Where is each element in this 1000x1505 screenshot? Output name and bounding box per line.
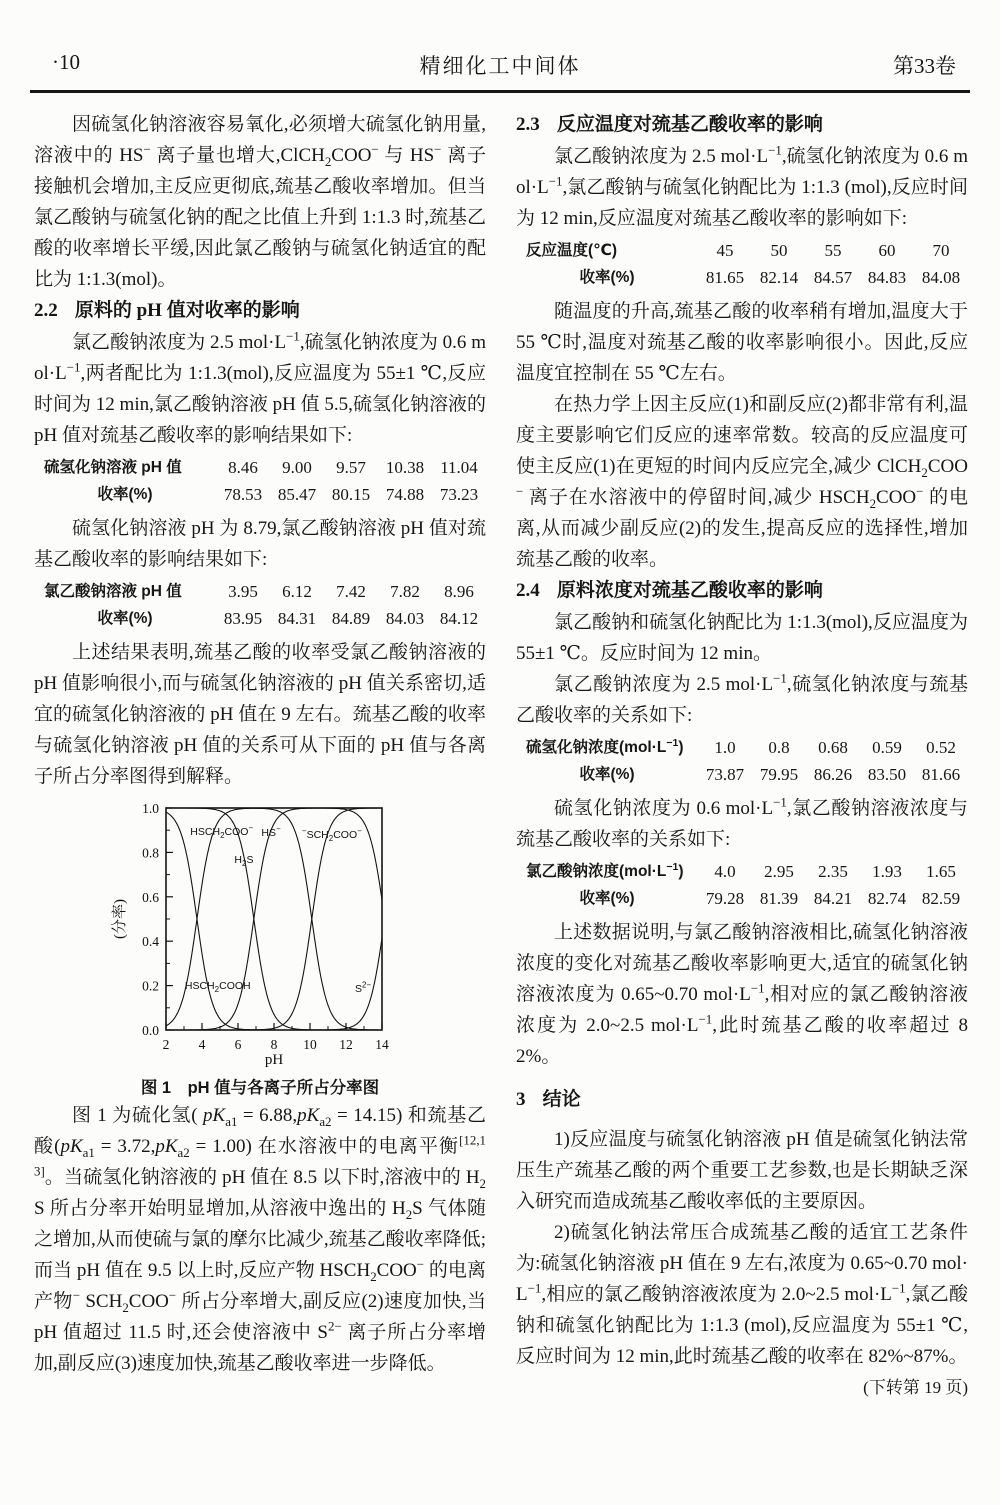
cell-value: 0.52 xyxy=(926,738,956,757)
y-axis-label: (分率) xyxy=(112,899,128,939)
cell-value: 83.95 xyxy=(223,609,263,628)
cell-value: 81.66 xyxy=(921,765,961,784)
curve-hsch2cooh xyxy=(166,812,382,1030)
cell-value: 7.82 xyxy=(390,582,420,601)
cell-value: 84.21 xyxy=(813,889,853,908)
cell-value: 9.00 xyxy=(282,458,312,477)
cell-value: 84.57 xyxy=(813,268,853,287)
table-row xyxy=(516,264,968,291)
data-table xyxy=(516,237,968,291)
cell-value: 8.96 xyxy=(444,582,474,601)
section-heading xyxy=(516,1084,968,1116)
cell-value: 8.46 xyxy=(228,458,258,477)
row-label: 收率(%) xyxy=(579,890,635,907)
curve-hsch2coo-anion xyxy=(166,808,382,1030)
row-label: 收率(%) xyxy=(97,610,153,627)
page-header xyxy=(0,0,1000,78)
paragraph: 在热力学上因主反应(1)和副反应(2)都非常有利,温度主要影响它们反应的速率常数。较高的反应温度可使主反应(1)在更短的时间内反应完全,减少 ClCH$_2$COO− 离子在水溶液中的停留时间,减少 $HSCH_2COO^-$ 的电离,从而减少副反应(2)的发生,提高反应的选择性,增加巯基乙酸的收率。 xyxy=(516,394,968,570)
cell-value: 55 xyxy=(824,241,842,260)
section-number: 2.3 xyxy=(516,114,540,135)
row-label: 硫氢化钠溶液 pH 值 xyxy=(44,459,182,476)
section-heading xyxy=(34,295,486,327)
figure1-chart xyxy=(110,798,410,1068)
cell-value: 2.35 xyxy=(818,862,848,881)
paragraph: 氯乙酸钠浓度为 2.5 $mol\cdot L^{-1}$,硫氢化钠浓度与巯基乙酸收率的关系如下: xyxy=(516,670,968,726)
data-table xyxy=(34,454,486,508)
curve-label-sch2coo-dianion: $^-SCH_2COO^-$ xyxy=(301,826,362,843)
left-column xyxy=(34,109,486,1403)
cell-value: 84.89 xyxy=(331,609,371,628)
cell-value: 84.12 xyxy=(439,609,479,628)
cell-value: 70 xyxy=(932,241,950,260)
cell-value: 74.88 xyxy=(385,485,425,504)
y-tick-label: 0.2 xyxy=(142,978,159,994)
cell-value: 79.28 xyxy=(705,889,745,908)
table-row xyxy=(516,734,968,761)
cell-value: 10.38 xyxy=(385,458,425,477)
section-heading xyxy=(516,575,968,607)
cell-value: 11.04 xyxy=(440,458,478,477)
cell-value: 82.59 xyxy=(921,889,961,908)
paragraph: 硫氢化钠溶液 pH 为 8.79,氯乙酸钠溶液 pH 值对巯基乙酸收率的影响结果如下: xyxy=(34,518,486,570)
section-title: 结论 xyxy=(542,1089,581,1110)
curve-label-hsch2coo-anion: $HSCH_2COO^-$ xyxy=(190,823,254,840)
cell-value: 84.31 xyxy=(277,609,317,628)
row-label: 反应温度(℃) xyxy=(526,242,618,259)
cell-value: 7.42 xyxy=(336,582,366,601)
x-tick-label: 2 xyxy=(162,1037,170,1052)
table-row xyxy=(516,761,968,788)
cell-value: 1.93 xyxy=(872,862,902,881)
data-table xyxy=(34,578,486,632)
cell-value: 86.26 xyxy=(813,765,853,784)
curve-hs-anion xyxy=(166,808,382,1030)
section-number: 3 xyxy=(516,1089,526,1110)
table-row xyxy=(34,481,486,508)
paragraph: 2)硫氢化钠法常压合成巯基乙酸的适宜工艺条件为:硫氢化钠溶液 pH 值在 9 左右,浓度为 0.65~0.70 $mol\cdot L^{-1}$,相应的氯乙酸钠溶液浓度为 2.0~2.5 $mol\cdot L^{-1}$,氯乙酸钠和硫氢化钠配比为 1:1.3 (mol),反应温度为 55±1 ℃,反应时间为 12 min,此时巯基乙酸的收率在 82%~87%。 (下转第 19 页) xyxy=(516,1217,968,1372)
y-tick-label: 0.0 xyxy=(142,1023,159,1038)
figure1 xyxy=(110,798,410,1098)
journal-title: 精细化工中间体 xyxy=(419,54,581,78)
x-axis-label: pH xyxy=(264,1052,284,1068)
row-label: 氯乙酸钠浓度$(mol\cdot L^{-1})$ xyxy=(526,860,684,880)
ph-fraction-plot xyxy=(110,798,410,1068)
y-tick-label: 0.4 xyxy=(142,934,159,950)
cell-value: 84.08 xyxy=(921,268,961,287)
x-tick-label: 6 xyxy=(234,1037,242,1052)
cell-value: 9.57 xyxy=(336,458,366,477)
cell-value: 0.59 xyxy=(872,738,902,757)
row-label: 收率(%) xyxy=(97,486,153,503)
section-number: 2.2 xyxy=(34,300,58,321)
curve-label-s-dianion: $S^{2-}$ xyxy=(355,980,372,996)
cell-value: 2.95 xyxy=(764,862,794,881)
table-row xyxy=(516,237,968,264)
paragraph: 氯乙酸钠和硫氢化钠配比为 1:1.3(mol),反应温度为 55±1 ℃。反应时间为 12 min。 xyxy=(516,612,968,664)
x-tick-label: 8 xyxy=(270,1037,278,1052)
figure-caption: 图 1 pH 值与各离子所占分率图 xyxy=(140,1079,380,1097)
section-heading xyxy=(516,109,968,141)
cell-value: 4.0 xyxy=(714,862,736,881)
table-row xyxy=(34,578,486,605)
cell-value: 3.95 xyxy=(228,582,258,601)
cell-value: 6.12 xyxy=(282,582,312,601)
cell-value: 50 xyxy=(770,241,788,260)
y-tick-label: 1.0 xyxy=(142,801,159,816)
cell-value: 0.68 xyxy=(818,738,848,757)
right-column xyxy=(516,109,968,1403)
curve-label-hs-anion: HS− xyxy=(261,824,281,839)
row-label: 收率(%) xyxy=(579,766,635,783)
data-table xyxy=(516,734,968,788)
cell-value: 73.23 xyxy=(439,485,479,504)
cell-value: 81.39 xyxy=(759,889,799,908)
paragraph: 上述结果表明,巯基乙酸的收率受氯乙酸钠溶液的 pH 值影响很小,而与硫氢化钠溶液的 pH 值关系密切,适宜的硫氢化钠溶液的 pH 值在 9 左右。巯基乙酸的收率与硫氢化钠溶液 pH 值的关系可从下面的 pH 值与各离子所占分率图得到解释。 xyxy=(34,642,486,787)
continuation-note: (下转第 19 页) xyxy=(863,1378,968,1397)
cell-value: 81.65 xyxy=(705,268,745,287)
cell-value: 80.15 xyxy=(331,485,371,504)
table-row xyxy=(34,454,486,481)
cell-value: 78.53 xyxy=(223,485,263,504)
curve-h2s xyxy=(166,808,382,1030)
paragraph: 氯乙酸钠浓度为 2.5 $mol\cdot L^{-1}$,硫氢化钠浓度为 0.6 $mol\cdot L^{-1}$,氯乙酸钠与硫氢化钠配比为 1:1.3 (mol),反应时间为 12 min,反应温度对巯基乙酸收率的影响如下: xyxy=(516,142,968,229)
table-row xyxy=(34,605,486,632)
paragraph: 硫氢化钠浓度为 0.6 $mol\cdot L^{-1}$,氯乙酸钠溶液浓度与巯基乙酸收率的关系如下: xyxy=(516,794,968,850)
section-title: 反应温度对巯基乙酸收率的影响 xyxy=(556,114,823,135)
cell-value: 84.03 xyxy=(385,609,425,628)
section-title: 原料浓度对巯基乙酸收率的影响 xyxy=(556,580,823,601)
paragraph: 氯乙酸钠浓度为 2.5 $mol\cdot L^{-1}$,硫氢化钠浓度为 0.6 $mol\cdot L^{-1}$,两者配比为 1:1.3(mol),反应温度为 55±1 ℃,反应时间为 12 min,氯乙酸钠溶液 pH 值 5.5,硫氢化钠溶液的 pH 值对巯基乙酸收率的影响结果如下: xyxy=(34,328,486,446)
row-label: 收率(%) xyxy=(579,269,635,286)
x-tick-label: 14 xyxy=(375,1037,389,1052)
paragraph: 图 1 为硫化氢( $pK_{a1} = 6.88,pK_{a2} = 14.15$) 和巯基乙酸$(pK_{a1} = 3.72,pK_{a2} = 1.00)$ 在水溶液中的电离平衡[12,13]。当硫氢化钠溶液的 pH 值在 8.5 以下时,溶液中的 $H_2S$ 所占分率开始明显增加,从溶液中逸出的 $H_2S$ 气体随之增加,从而使硫与氯的摩尔比减少,巯基乙酸收率降低;而当 pH 值在 9.5 以上时,反应产物 $HSCH_2COO^-$ 的电离产物− $SCH_2COO^-$ 所占分率增大,副反应(2)速度加快,当 pH 值超过 11.5 时,还会使溶液中 $S^{2-}$ 离子所占分率增加,副反应(3)速度加快,巯基乙酸收率进一步降低。 xyxy=(34,1105,487,1374)
page-number: ·10 xyxy=(52,50,80,74)
row-label: 氯乙酸钠溶液 pH 值 xyxy=(44,583,182,600)
section-number: 2.4 xyxy=(516,580,540,601)
paragraph: 1)反应温度与硫氢化钠溶液 pH 值是硫氢化钠法常压生产巯基乙酸的两个重要工艺参数,也是长期缺乏深入研究而造成巯基乙酸收率低的主要原因。 xyxy=(516,1129,968,1212)
cell-value: 73.87 xyxy=(705,765,745,784)
cell-value: 79.95 xyxy=(759,765,799,784)
data-table xyxy=(516,858,968,912)
x-tick-label: 12 xyxy=(339,1037,353,1052)
row-label: 硫氢化钠浓度$(mol\cdot L^{-1})$ xyxy=(526,736,684,756)
plot-frame xyxy=(166,808,382,1030)
cell-value: 45 xyxy=(716,241,734,260)
table-row xyxy=(516,858,968,885)
cell-value: 84.83 xyxy=(867,268,907,287)
curve-label-hsch2cooh: $HSCH_2COOH$ xyxy=(184,979,251,994)
cell-value: 1.65 xyxy=(926,862,956,881)
paragraph: 随温度的升高,巯基乙酸的收率稍有增加,温度大于 55 ℃时,温度对巯基乙酸的收率影响很小。因此,反应温度宜控制在 55 ℃左右。 xyxy=(516,301,968,384)
cell-value: 83.50 xyxy=(867,765,907,784)
volume-label: 第33卷 xyxy=(893,54,956,78)
curve-sch2coo-dianion xyxy=(166,808,382,1030)
x-tick-label: 4 xyxy=(198,1037,206,1052)
section-title: 原料的 pH 值对收率的影响 xyxy=(74,300,300,321)
cell-value: 60 xyxy=(878,241,896,260)
cell-value: 1.0 xyxy=(714,738,736,757)
two-column-body xyxy=(0,93,1000,1403)
x-tick-label: 10 xyxy=(303,1037,317,1052)
paragraph: 上述数据说明,与氯乙酸钠溶液相比,硫氢化钠溶液浓度的变化对巯基乙酸收率影响更大,适宜的硫氢化钠溶液浓度为 0.65~0.70 $mol\cdot L^{-1}$,相对应的氯乙酸钠溶液浓度为 2.0~2.5 $mol\cdot L^{-1}$,此时巯基乙酸的收率超过 82%。 xyxy=(516,922,968,1067)
y-tick-label: 0.6 xyxy=(142,889,159,905)
curve-label-h2s: $H_2S$ xyxy=(234,854,254,869)
y-tick-label: 0.8 xyxy=(142,845,159,861)
table-row xyxy=(516,885,968,912)
cell-value: 85.47 xyxy=(277,485,317,504)
paragraph: 因硫氢化钠溶液容易氧化,必须增大硫氢化钠用量,溶液中的 HS− 离子量也增大,ClCH$_2$COO− 与 HS− 离子接触机会增加,主反应更彻底,巯基乙酸收率增加。但当氯乙酸钠与硫氢化钠的配之比值上升到 1:1.3 时,巯基乙酸的收率增长平缓,因此氯乙酸钠与硫氢化钠适宜的配比为 1:1.3(mol)。 xyxy=(34,114,486,290)
cell-value: 82.74 xyxy=(867,889,907,908)
cell-value: 0.8 xyxy=(768,738,790,757)
cell-value: 82.14 xyxy=(759,268,799,287)
